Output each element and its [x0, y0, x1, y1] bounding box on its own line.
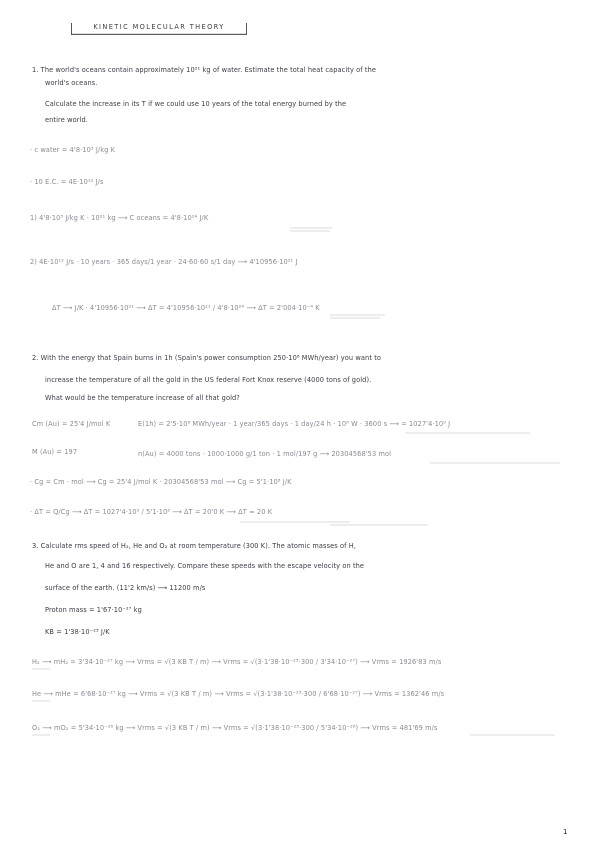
- problem-3-given: Proton mass = 1'67·10⁻²⁷ kg: [45, 606, 142, 614]
- problem-3-he-calculation: He ⟶ mHe = 6'68·10⁻²⁷ kg ⟶ Vrms = √(3 KB T / m) ⟶ Vrms = √(3·1'38·10⁻²³·300 / 6'68·10⁻²⁷) ⟶ Vrms = 1362'46 m/s: [32, 690, 445, 698]
- problem-2-statement-line: increase the temperature of all the gold in the US federal Fort Knox reserve (4000 tons of gold).: [45, 376, 372, 384]
- problem-3-statement-line: surface of the earth. (11'2 km/s) ⟶ 11200 m/s: [45, 584, 206, 592]
- problem-1-given: · c water = 4'8·10³ J/kg K: [30, 146, 116, 154]
- problem-1-step: 2) 4E·10¹² J/s · 10 years · 365 days/1 year · 24·60·60 s/1 day ⟶ 4'10956·10²¹ J: [30, 258, 298, 266]
- problem-1-step: 1) 4'8·10³ J/kg K · 10²¹ kg ⟶ C oceans = 4'8·10²⁴ J/K: [30, 214, 209, 222]
- problem-3-statement-line: He and O are 1, 4 and 16 respectively. Compare these speeds with the escape velocity on the: [45, 562, 365, 570]
- problem-1-statement-line: world's oceans.: [45, 79, 98, 87]
- problem-2-step: · Cg = Cm · mol ⟶ Cg = 25'4 J/mol K · 20304568'53 mol ⟶ Cg = 5'1·10⁸ J/K: [30, 478, 292, 486]
- page-title: KINETIC MOLECULAR THEORY: [71, 23, 247, 35]
- problem-2-step: · ΔT = Q/Cg ⟶ ΔT = 1027'4·10⁹ / 5'1·10⁸ ⟶ ΔT = 20'0 K ⟶ ΔT ≈ 20 K: [30, 508, 273, 516]
- problem-2-statement-line: What would be the temperature increase of all that gold?: [45, 394, 240, 402]
- problem-1-statement-line: entire world.: [45, 116, 88, 124]
- page-number: 1: [563, 828, 568, 836]
- problem-1-step: ΔT ⟶ J/K · 4'10956·10²¹ ⟶ ΔT = 4'10956·10²¹ / 4'8·10²⁴ ⟶ ΔT = 2'004·10⁻⁴ K: [52, 304, 320, 312]
- problem-3-given: KB = 1'38·10⁻²³ J/K: [45, 628, 110, 636]
- problem-2-step: n(Au) = 4000 tons · 1000·1000 g/1 ton · 1 mol/197 g ⟶ 20304568'53 mol: [138, 450, 392, 458]
- problem-1-statement-line: 1. The world's oceans contain approximately 10²¹ kg of water. Estimate the total heat capacity of the: [32, 66, 377, 74]
- problem-2-given: M (Au) = 197: [32, 448, 78, 456]
- problem-3-h2-calculation: H₂ ⟶ mH₂ = 3'34·10⁻²⁷ kg ⟶ Vrms = √(3 KB T / m) ⟶ Vrms = √(3·1'38·10⁻²³·300 / 3'34·10⁻²⁷) ⟶ Vrms = 1926'83 m/s: [32, 658, 442, 666]
- problem-1-given: · 10 E.C. = 4E·10¹² J/s: [30, 178, 104, 186]
- problem-1-statement-line: Calculate the increase in its T if we could use 10 years of the total energy burned by the: [45, 100, 347, 108]
- problem-3-statement-line: 3. Calculate rms speed of H₂, He and O₂ at room temperature (300 K). The atomic masses of H,: [32, 542, 357, 550]
- problem-3-o2-calculation: O₂ ⟶ mO₂ = 5'34·10⁻²⁶ kg ⟶ Vrms = √(3 KB T / m) ⟶ Vrms = √(3·1'38·10⁻²³·300 / 5'34·10⁻²⁶) ⟶ Vrms = 481'69 m/s: [32, 724, 438, 732]
- problem-2-statement-line: 2. With the energy that Spain burns in 1h (Spain's power consumption 250·10⁶ MWh/year) you want to: [32, 354, 382, 362]
- problem-2-given: Cm (Au) = 25'4 J/mol K: [32, 420, 111, 428]
- problem-2-step: E(1h) = 2'5·10⁸ MWh/year · 1 year/365 days · 1 day/24 h · 10⁶ W · 3600 s ⟶ = 1027'4·10⁹ J: [138, 420, 451, 428]
